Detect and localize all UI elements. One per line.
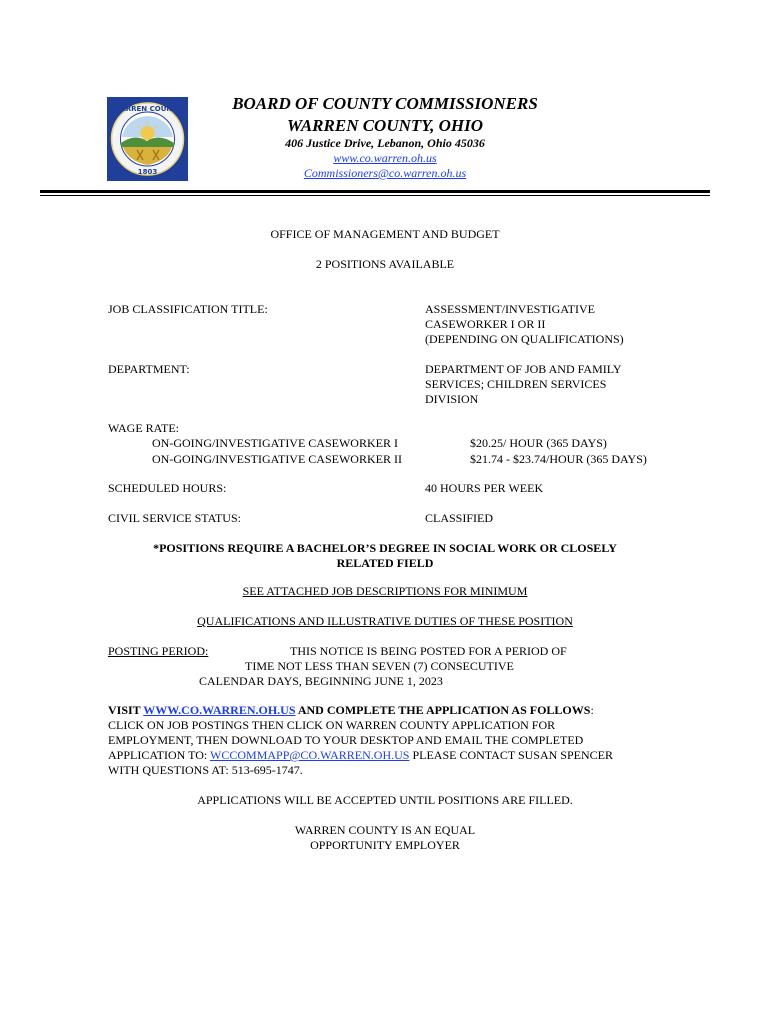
- posting-period-line-1: THIS NOTICE IS BEING POSTED FOR A PERIOD OF: [290, 644, 567, 658]
- degree-requirement-2: RELATED FIELD: [336, 556, 434, 570]
- wage-caseworker-1-value: $20.25/ HOUR (365 DAYS): [470, 436, 607, 450]
- hours-label: SCHEDULED HOURS:: [108, 481, 227, 495]
- email-link-row: [0, 166, 770, 180]
- equal-opportunity-2: OPPORTUNITY EMPLOYER: [310, 838, 460, 852]
- department-value-1: DEPARTMENT OF JOB AND FAMILY: [425, 362, 622, 376]
- wage-caseworker-2-value: $21.74 - $23.74/HOUR (365 DAYS): [470, 452, 647, 466]
- see-attached-text: SEE ATTACHED JOB DESCRIPTIONS FOR MINIMUM: [242, 584, 528, 598]
- visit-colon: :: [590, 703, 594, 717]
- hours-value: 40 HOURS PER WEEK: [425, 481, 544, 495]
- county-title: WARREN COUNTY, OHIO: [286, 116, 483, 135]
- degree-requirement-1: *POSITIONS REQUIRE A BACHELOR’S DEGREE IN SOCIAL WORK OR CLOSELY: [153, 541, 617, 555]
- visit-line-2: CLICK ON JOB POSTINGS THEN CLICK ON WARREN COUNTY APPLICATION FOR: [108, 718, 556, 732]
- civil-service-label: CIVIL SERVICE STATUS:: [108, 511, 241, 525]
- board-title: BOARD OF COUNTY COMMISSIONERS: [232, 94, 538, 113]
- visit-line-5: WITH QUESTIONS AT: 513-695-1747.: [108, 763, 303, 777]
- county-website-link[interactable]: WWW.CO.WARREN.OH.US: [143, 703, 296, 717]
- see-attached-row: [0, 584, 770, 599]
- job-title-value-2: CASEWORKER I OR II: [425, 317, 546, 331]
- visit-line-3: EMPLOYMENT, THEN DOWNLOAD TO YOUR DESKTOP AND EMAIL THE COMPLETED: [108, 733, 584, 747]
- svg-text:1803: 1803: [137, 168, 158, 176]
- wage-caseworker-2-name: ON-GOING/INVESTIGATIVE CASEWORKER II: [152, 452, 402, 466]
- qualifications-text: QUALIFICATIONS AND ILLUSTRATIVE DUTIES OF THESE POSITION: [197, 614, 573, 628]
- application-to-label: APPLICATION TO:: [108, 748, 211, 762]
- website-link-row: [0, 151, 770, 165]
- department-label: DEPARTMENT:: [108, 362, 190, 376]
- office-heading: OFFICE OF MANAGEMENT AND BUDGET: [270, 227, 500, 241]
- wage-caseworker-1-name: ON-GOING/INVESTIGATIVE CASEWORKER I: [152, 436, 398, 450]
- job-title-label: JOB CLASSIFICATION TITLE:: [108, 302, 268, 316]
- posting-period-line-2: TIME NOT LESS THAN SEVEN (7) CONSECUTIVE: [245, 659, 514, 673]
- visit-suffix: AND COMPLETE THE APPLICATION AS FOLLOWS: [295, 703, 591, 717]
- address: 406 Justice Drive, Lebanon, Ohio 45036: [285, 136, 485, 150]
- job-title-value-1: ASSESSMENT/INVESTIGATIVE: [425, 302, 596, 316]
- department-value-3: DIVISION: [425, 392, 479, 406]
- qualifications-row: [0, 614, 770, 629]
- header-divider-thin: [40, 195, 710, 196]
- contact-text: PLEASE CONTACT SUSAN SPENCER: [409, 748, 613, 762]
- posting-period-label: POSTING PERIOD:: [108, 644, 209, 658]
- visit-line-4: [108, 748, 613, 763]
- header-divider-thick: [40, 190, 710, 193]
- posting-period-line-3: CALENDAR DAYS, BEGINNING JUNE 1, 2023: [199, 674, 443, 688]
- wage-label: WAGE RATE:: [108, 421, 179, 435]
- civil-service-value: CLASSIFIED: [425, 511, 494, 525]
- positions-available: 2 POSITIONS AVAILABLE: [315, 257, 455, 271]
- svg-text:WARREN COUNTY: WARREN COUNTY: [112, 105, 183, 113]
- job-title-value-3: (DEPENDING ON QUALIFICATIONS): [425, 332, 624, 346]
- equal-opportunity-1: WARREN COUNTY IS AN EQUAL: [294, 823, 476, 837]
- visit-prefix: VISIT: [108, 703, 144, 717]
- email-link[interactable]: Commissioners@co.warren.oh.us: [303, 166, 467, 180]
- application-email-link[interactable]: WCCOMMAPP@CO.WARREN.OH.US: [210, 748, 410, 762]
- website-link[interactable]: www.co.warren.oh.us: [333, 151, 437, 165]
- applications-accepted: APPLICATIONS WILL BE ACCEPTED UNTIL POSITIONS ARE FILLED.: [197, 793, 573, 807]
- department-value-2: SERVICES; CHILDREN SERVICES: [425, 377, 607, 391]
- visit-line-1: [108, 703, 594, 718]
